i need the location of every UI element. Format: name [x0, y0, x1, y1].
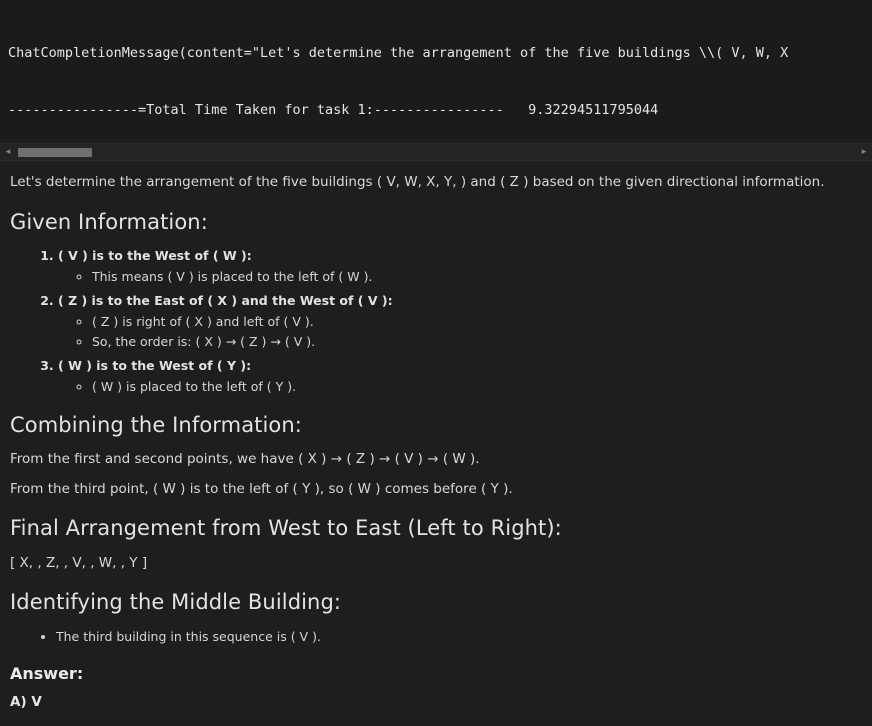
- scroll-right-arrow-icon[interactable]: ▸: [861, 147, 867, 157]
- list-item-title: ( V ) is to the West of ( W ):: [58, 248, 252, 263]
- terminal-output: [0, 0, 872, 139]
- terminal-line-2: ----------------=Total Time Taken for task 1:---------------- 9.32294511795044: [8, 102, 659, 118]
- list-item: [58, 292, 862, 350]
- middle-building-list: [10, 628, 862, 646]
- answer-value: A) V: [10, 694, 42, 711]
- combining-paragraph-1: From the first and second points, we have ( X ) → ( Z ) → ( V ) → ( W ).: [10, 451, 480, 468]
- rendered-answer-panel: [0, 161, 872, 713]
- sub-list: [58, 378, 862, 396]
- final-arrangement-heading: Final Arrangement from West to East (Left to Right):: [10, 516, 562, 541]
- list-item: ◦ ( W ) is placed to the left of ( Y ).: [92, 378, 862, 396]
- list-item: ◦ So, the order is: ( X ) → ( Z ) → ( V ).: [92, 333, 862, 351]
- sub-list: [58, 268, 862, 286]
- list-item-title: ( Z ) is to the East of ( X ) and the West of ( V ):: [58, 293, 393, 309]
- intro-paragraph: Let's determine the arrangement of the five buildings ( V, W, X, Y, ) and ( Z ) based on the given directional information.: [10, 174, 825, 190]
- answer-heading: Answer:: [10, 664, 84, 683]
- middle-building-heading: Identifying the Middle Building:: [10, 590, 342, 615]
- list-item: • The third building in this sequence is ( V ).: [56, 628, 862, 646]
- sub-list: [58, 313, 862, 350]
- given-information-list: [10, 247, 862, 396]
- list-item: [58, 357, 862, 396]
- given-information-heading: Given Information:: [10, 209, 208, 234]
- combining-information-heading: Combining the Information:: [10, 412, 302, 437]
- list-item: ◦ This means ( V ) is placed to the left of ( W ).: [92, 268, 862, 286]
- horizontal-scrollbar[interactable]: [0, 143, 872, 161]
- list-item: ◦ ( Z ) is right of ( X ) and left of ( V ).: [92, 313, 862, 331]
- combining-paragraph-2: From the third point, ( W ) is to the left of ( Y ), so ( W ) comes before ( Y ).: [10, 480, 513, 497]
- list-item-title: ( W ) is to the West of ( Y ):: [58, 357, 252, 373]
- scrollbar-track[interactable]: [14, 147, 858, 157]
- final-arrangement-sequence: [ X, , Z, , V, , W, , Y ]: [10, 554, 148, 571]
- terminal-line-1: ChatCompletionMessage(content="Let's determine the arrangement of the five buildings \\( V, W, X: [8, 45, 789, 61]
- list-item: [58, 247, 862, 286]
- scroll-left-arrow-icon[interactable]: ◂: [5, 147, 11, 157]
- scrollbar-thumb[interactable]: [18, 148, 92, 157]
